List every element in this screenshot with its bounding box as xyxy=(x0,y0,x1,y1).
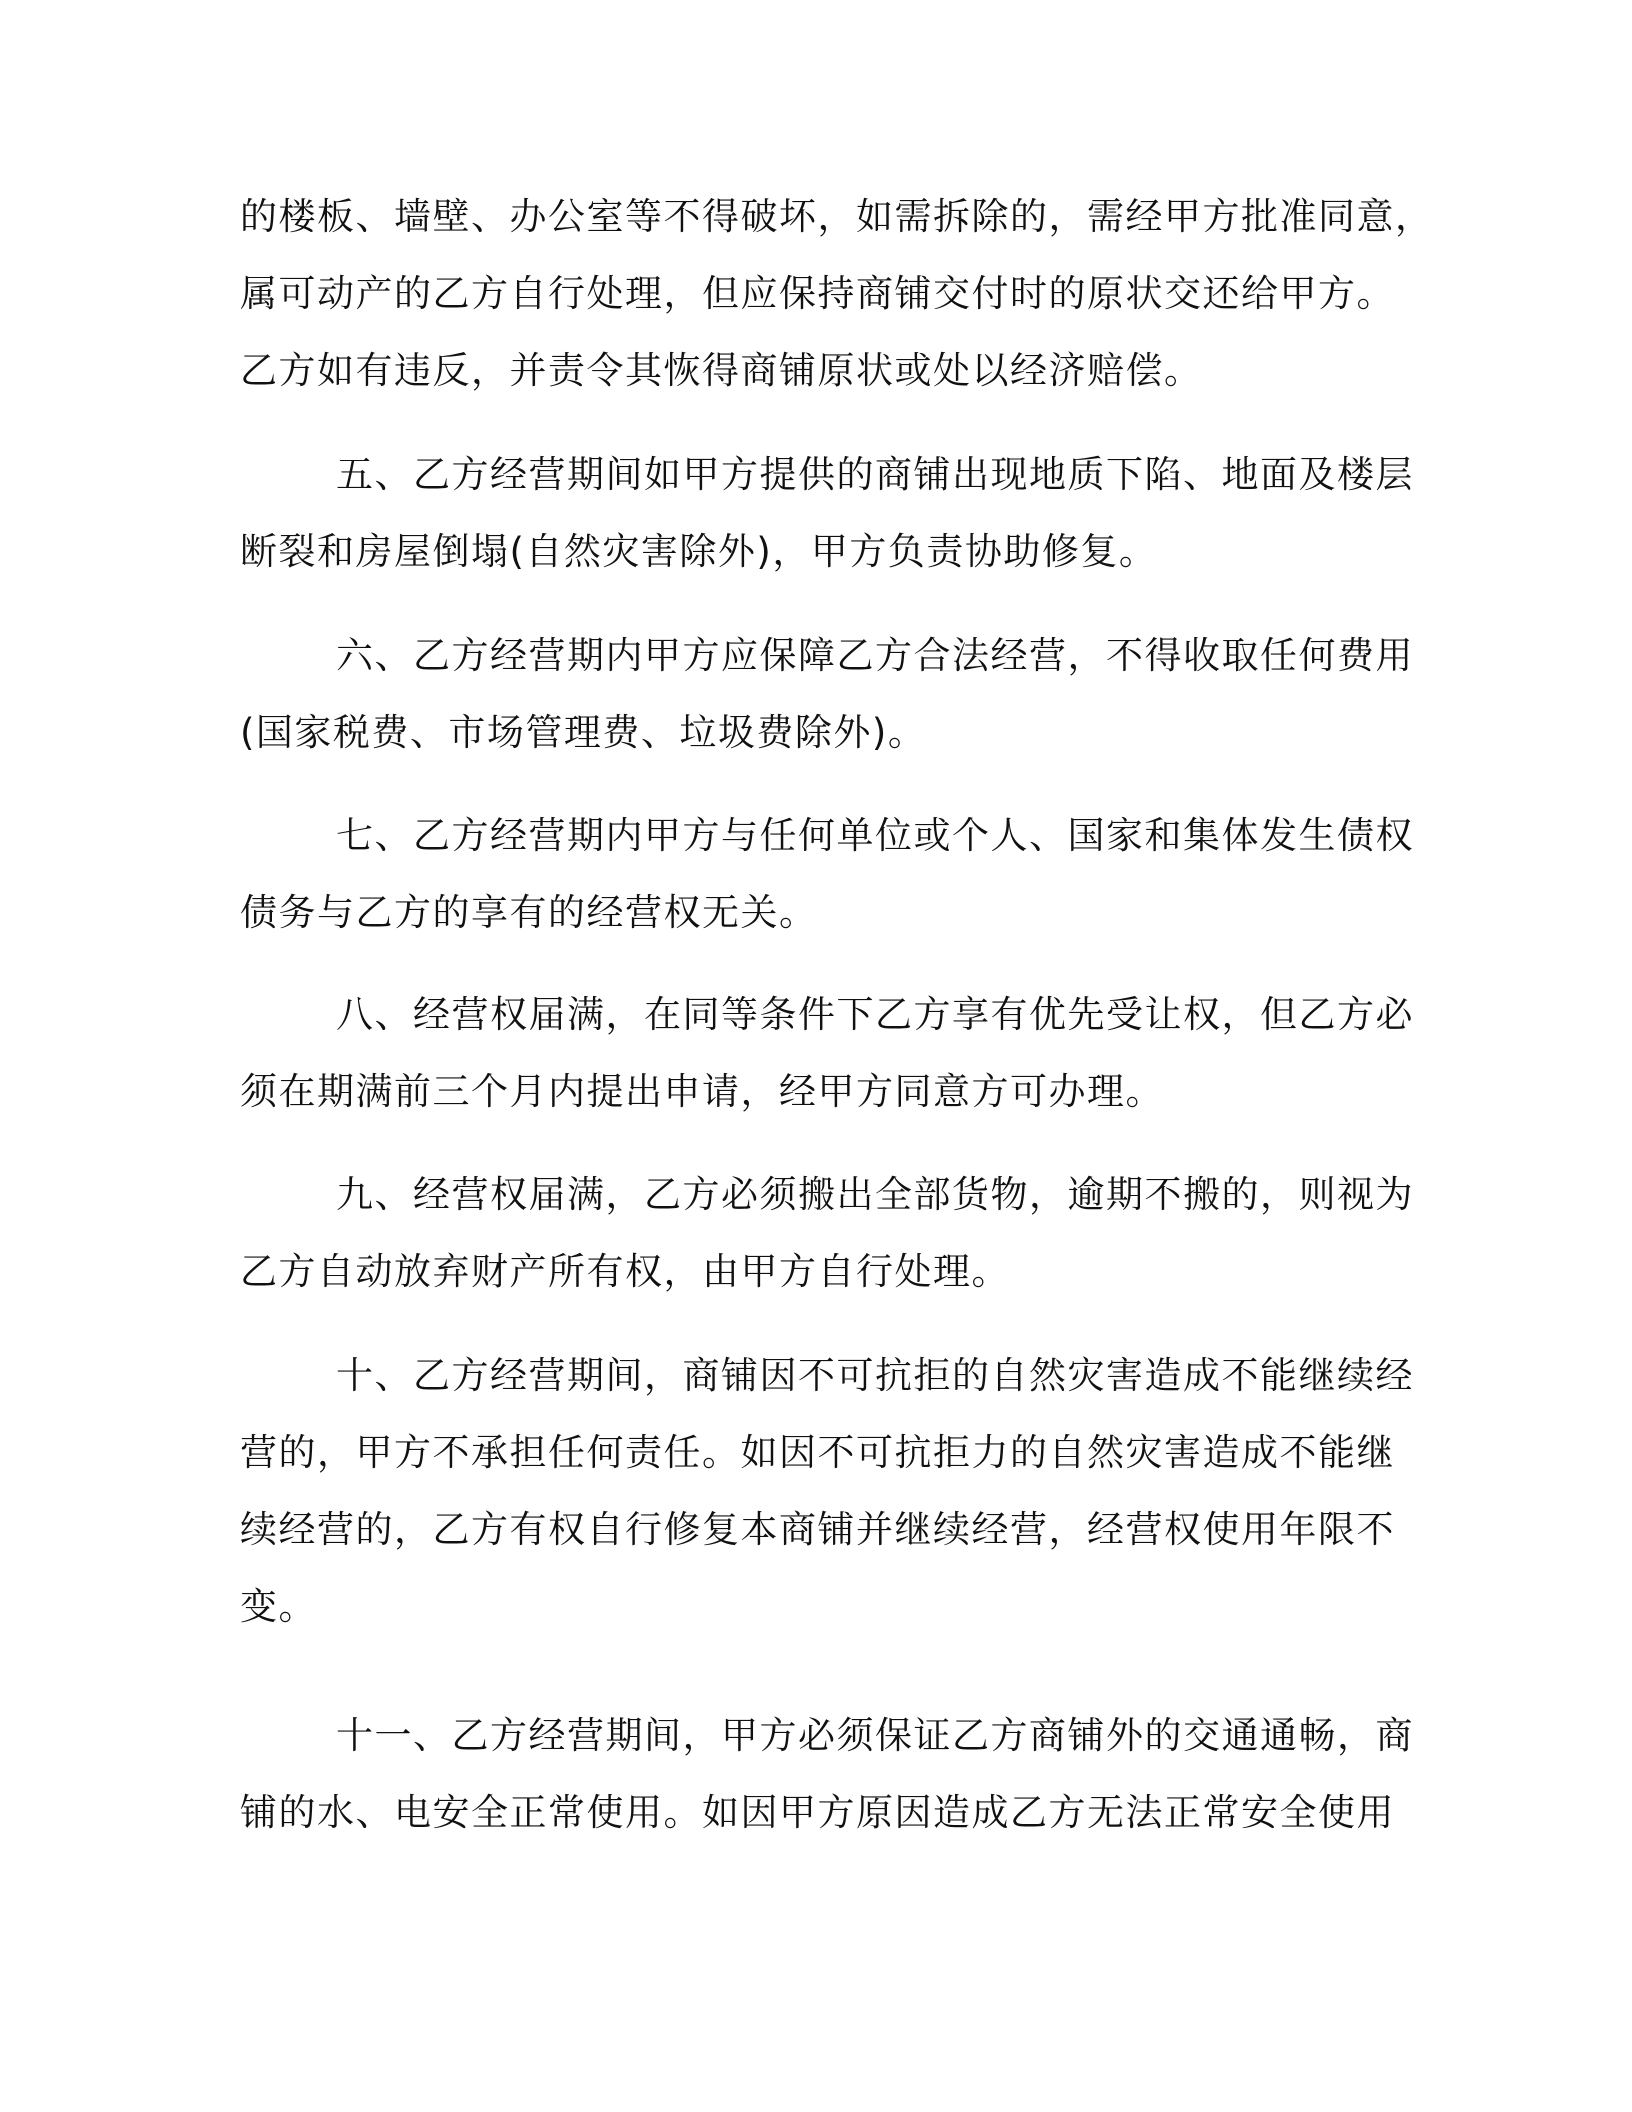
text-line: 十一、乙方经营期间，甲方必须保证乙方商铺外的交通通畅，商 xyxy=(336,1714,1414,1757)
paragraph-clause-11 xyxy=(240,1697,1414,1851)
text-line: (国家税费、市场管理费、垃圾费除外)。 xyxy=(240,711,927,754)
text-line: 变。 xyxy=(240,1585,317,1628)
paragraph-clause-9 xyxy=(240,1156,1414,1310)
text-line: 铺的水、电安全正常使用。如因甲方原因造成乙方无法正常安全使用 xyxy=(240,1791,1395,1834)
paragraph-clause-8 xyxy=(240,976,1414,1130)
text-line: 五、乙方经营期间如甲方提供的商铺出现地质下陷、地面及楼层 xyxy=(336,453,1414,496)
text-line: 八、经营权届满，在同等条件下乙方享有优先受让权，但乙方必 xyxy=(336,993,1414,1036)
paragraph-clause-6 xyxy=(240,617,1414,771)
text-line: 的楼板、墙壁、办公室等不得破坏，如需拆除的，需经甲方批准同意， xyxy=(240,195,1434,238)
paragraph-clause-10 xyxy=(240,1337,1414,1645)
text-line: 断裂和房屋倒塌(自然灾害除外)，甲方负责协助修复。 xyxy=(240,530,1158,573)
text-line: 续经营的，乙方有权自行修复本商铺并继续经营，经营权使用年限不 xyxy=(240,1508,1395,1551)
paragraph-clause-7 xyxy=(240,797,1414,951)
paragraph-clause-4-continued xyxy=(240,178,1434,409)
text-line: 营的，甲方不承担任何责任。如因不可抗拒力的自然灾害造成不能继 xyxy=(240,1431,1395,1474)
text-line: 乙方如有违反，并责令其恢得商铺原状或处以经济赔偿。 xyxy=(240,349,1203,392)
text-line: 九、经营权届满，乙方必须搬出全部货物，逾期不搬的，则视为 xyxy=(336,1173,1414,1216)
text-line: 债务与乙方的享有的经营权无关。 xyxy=(240,891,818,934)
text-line: 六、乙方经营期内甲方应保障乙方合法经营，不得收取任何费用 xyxy=(336,634,1414,677)
text-line: 须在期满前三个月内提出申请，经甲方同意方可办理。 xyxy=(240,1070,1164,1113)
text-line: 七、乙方经营期内甲方与任何单位或个人、国家和集体发生债权 xyxy=(336,814,1414,857)
text-line: 属可动产的乙方自行处理，但应保持商铺交付时的原状交还给甲方。 xyxy=(240,272,1395,315)
text-line: 乙方自动放弃财产所有权，由甲方自行处理。 xyxy=(240,1250,1010,1293)
paragraph-clause-5 xyxy=(240,436,1414,590)
text-line: 十、乙方经营期间，商铺因不可抗拒的自然灾害造成不能继续经 xyxy=(336,1354,1414,1397)
